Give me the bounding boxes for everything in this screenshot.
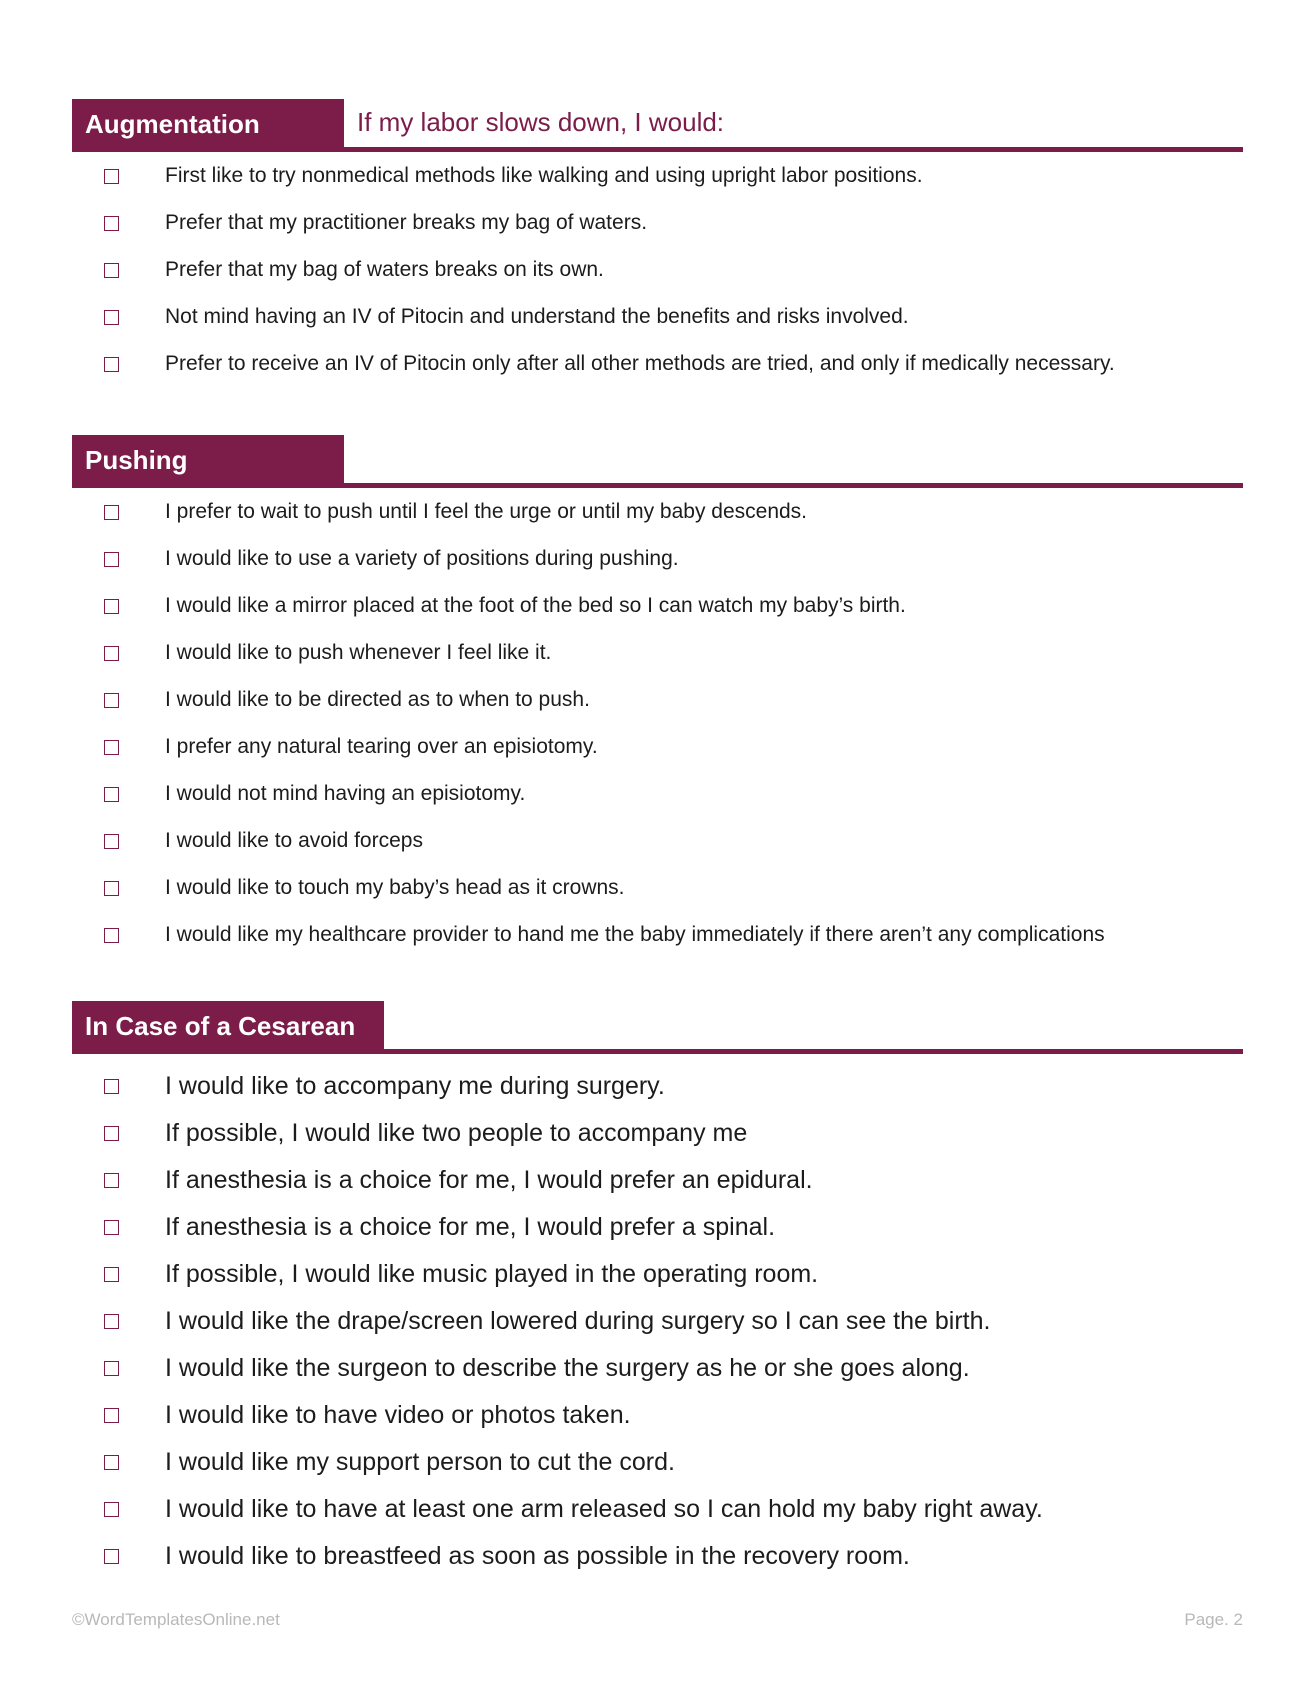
checklist-item [72,824,1243,871]
checkbox[interactable] [104,552,119,567]
checkbox[interactable] [104,1126,119,1141]
checkbox[interactable] [104,1455,119,1470]
checklist-item [72,347,1243,394]
footer-page-number: Page. 2 [1184,1610,1243,1629]
checklist-item [72,918,1243,965]
checklist-item [72,730,1243,777]
checklist [72,159,1243,394]
checklist-item-label: I would like to touch my baby’s head as it crowns. [165,876,625,899]
checklist-item-label: First like to try nonmedical methods like walking and using upright labor positions. [165,164,923,187]
checkbox[interactable] [104,646,119,661]
checkbox[interactable] [104,1220,119,1235]
checklist-item [72,1539,1243,1586]
checklist-item-label: I would like my support person to cut the cord. [165,1448,675,1476]
checklist-item [72,253,1243,300]
checkbox[interactable] [104,1408,119,1423]
checklist-item-label: I would like to have video or photos taken. [165,1401,631,1429]
checklist-item-label: If possible, I would like two people to accompany me [165,1119,748,1147]
checklist-item-label: If anesthesia is a choice for me, I would prefer a spinal. [165,1213,776,1241]
checklist-item-label: I would like the surgeon to describe the surgery as he or she goes along. [165,1354,970,1382]
checklist-item-label: I prefer any natural tearing over an episiotomy. [165,735,598,758]
checklist-item [72,871,1243,918]
section-subtitle: If my labor slows down, I would: [357,107,725,137]
checkbox[interactable] [104,1079,119,1094]
checklist-item [72,1257,1243,1304]
checkbox[interactable] [104,1173,119,1188]
checklist-item [72,495,1243,542]
footer-copyright: ©WordTemplatesOnline.net [72,1610,280,1629]
checklist-item-label: I would like to be directed as to when to push. [165,688,590,711]
checklist-item [72,1116,1243,1163]
checklist-item [72,1351,1243,1398]
checkbox[interactable] [104,1549,119,1564]
checklist-item [72,1304,1243,1351]
checkbox[interactable] [104,1502,119,1517]
section-header [72,1001,1243,1054]
checklist-item [72,542,1243,589]
checkbox[interactable] [104,787,119,802]
checkbox[interactable] [104,1267,119,1282]
checklist [72,495,1243,965]
checkbox[interactable] [104,169,119,184]
checkbox[interactable] [104,693,119,708]
checklist-item-label: I would like my healthcare provider to hand me the baby immediately if there aren’t any complications [165,923,1105,946]
checklist-item [72,1492,1243,1539]
checkbox[interactable] [104,928,119,943]
checklist-item [72,159,1243,206]
checklist-item-label: Prefer that my practitioner breaks my bag of waters. [165,211,648,234]
checklist-item-label: If possible, I would like music played in the operating room. [165,1260,819,1288]
checklist-item-label: I would like to have at least one arm released so I can hold my baby right away. [165,1495,1043,1523]
checklist-item [72,300,1243,347]
checkbox[interactable] [104,1361,119,1376]
checkbox[interactable] [104,834,119,849]
checklist-item-label: I would like the drape/screen lowered during surgery so I can see the birth. [165,1307,991,1335]
checklist-item [72,1398,1243,1445]
checklist-item-label: Not mind having an IV of Pitocin and understand the benefits and risks involved. [165,305,909,328]
checklist-item-label: Prefer that my bag of waters breaks on its own. [165,258,604,281]
checklist-item-label: I would like to avoid forceps [165,829,423,852]
checkbox[interactable] [104,505,119,520]
checklist-item [72,1445,1243,1492]
checklist-item-label: I would like to accompany me during surgery. [165,1072,665,1100]
checklist-item-label: I would not mind having an episiotomy. [165,782,526,805]
checkbox[interactable] [104,216,119,231]
checkbox[interactable] [104,263,119,278]
checklist-item [72,683,1243,730]
section-title: In Case of a Cesarean [72,1001,384,1054]
checklist-item [72,206,1243,253]
checklist-item-label: I would like a mirror placed at the foot of the bed so I can watch my baby’s birth. [165,594,906,617]
checklist-item [72,1163,1243,1210]
checkbox[interactable] [104,310,119,325]
checkbox[interactable] [104,1314,119,1329]
checkbox[interactable] [104,599,119,614]
checkbox[interactable] [104,740,119,755]
checklist-item-label: I prefer to wait to push until I feel the urge or until my baby descends. [165,500,808,523]
checklist-item-label: I would like to push whenever I feel like it. [165,641,552,664]
checklist-item-label: I would like to breastfeed as soon as possible in the recovery room. [165,1542,910,1570]
checklist-item-label: I would like to use a variety of positions during pushing. [165,547,679,570]
checklist-item [72,1069,1243,1116]
checklist-item [72,589,1243,636]
checklist-item [72,636,1243,683]
section-title: Pushing [72,435,344,488]
section-title: Augmentation [72,99,344,152]
checklist [72,1069,1243,1586]
cesarean-section [72,1001,1243,1586]
checklist-item [72,777,1243,824]
section-header [72,99,1243,152]
section-header [72,435,1243,488]
augmentation-section [72,99,1243,394]
pushing-section [72,435,1243,965]
checklist-item [72,1210,1243,1257]
checkbox[interactable] [104,881,119,896]
checkbox[interactable] [104,357,119,372]
checklist-item-label: Prefer to receive an IV of Pitocin only after all other methods are tried, and only if medically necessary. [165,352,1115,375]
checklist-item-label: If anesthesia is a choice for me, I would prefer an epidural. [165,1166,813,1194]
